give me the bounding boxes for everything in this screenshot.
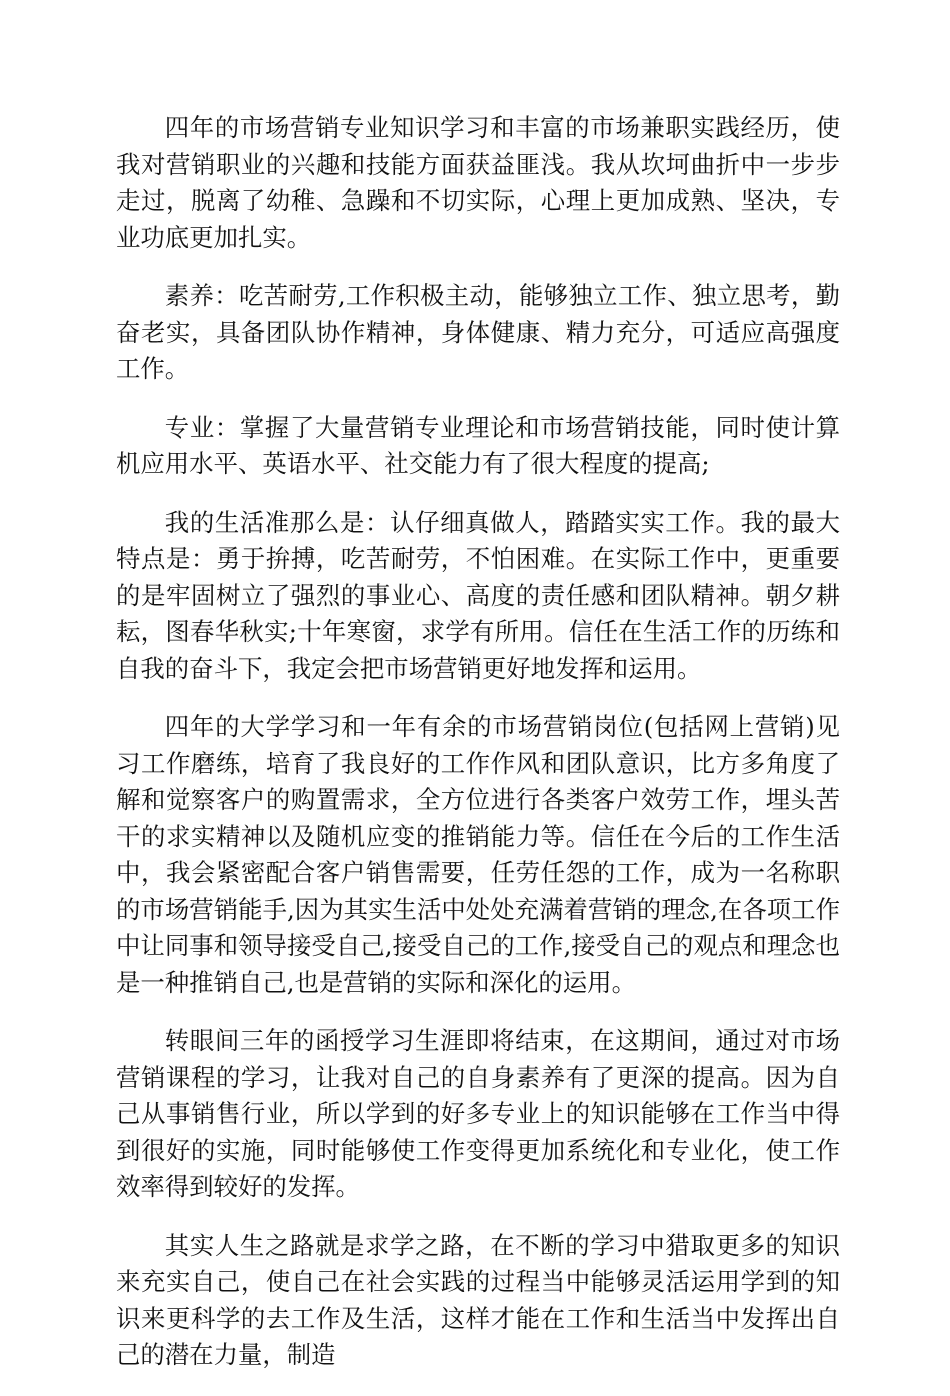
paragraph-5: 四年的大学学习和一年有余的市场营销岗位(包括网上营销)见习工作磨练，培育了我良好的工作作风和团队意识，比方多角度了解和觉察客户的购置需求，全方位进行各类客户效劳工作，埋头苦干的求实精神以及随机应变的推销能力等。信任在今后的工作生活中，我会紧密配合客户销售需要，任劳任怨的工作，成为一名称职的市场营销能手,因为其实生活中处处充满着营销的理念,在各项工作中让同事和领导接受自己,接受自己的工作,接受自己的观点和理念也是一种推销自己,也是营销的实际和深化的运用。 xyxy=(116,712,840,997)
paragraph-6: 转眼间三年的函授学习生涯即将结束，在这期间，通过对市场营销课程的学习，让我对自己的自身素养有了更深的提高。因为自己从事销售行业，所以学到的好多专业上的知识能够在工作当中得到很好的实施，同时能够使工作变得更加系统化和专业化，使工作效率得到较好的发挥。 xyxy=(116,1026,840,1201)
document-body xyxy=(116,110,840,1396)
paragraph-2: 素养：吃苦耐劳,工作积极主动，能够独立工作、独立思考，勤奋老实，具备团队协作精神，身体健康、精力充分，可适应高强度工作。 xyxy=(116,281,840,383)
paragraph-7: 其实人生之路就是求学之路，在不断的学习中猎取更多的知识来充实自己，使自己在社会实践的过程当中能够灵活运用学到的知识来更科学的去工作及生活，这样才能在工作和生活当中发挥出自己的潜在力量，制造 xyxy=(116,1230,840,1369)
paragraph-3: 专业：掌握了大量营销专业理论和市场营销技能，同时使计算机应用水平、英语水平、社交能力有了很大程度的提高; xyxy=(116,412,840,478)
paragraph-1: 四年的市场营销专业知识学习和丰富的市场兼职实践经历，使我对营销职业的兴趣和技能方面获益匪浅。我从坎坷曲折中一步步走过，脱离了幼稚、急躁和不切实际，心理上更加成熟、坚决，专业功底更加扎实。 xyxy=(116,113,840,252)
paragraph-4: 我的生活准那么是：认仔细真做人，踏踏实实工作。我的最大特点是：勇于拚搏，吃苦耐劳，不怕困难。在实际工作中，更重要的是牢固树立了强烈的事业心、高度的责任感和团队精神。朝夕耕耘，图春华秋实;十年寒窗，求学有所用。信任在生活工作的历练和自我的奋斗下，我定会把市场营销更好地发挥和运用。 xyxy=(116,507,840,683)
